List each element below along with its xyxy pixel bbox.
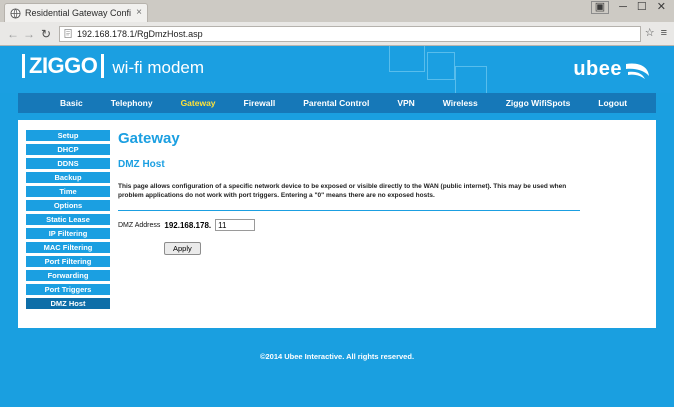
back-button[interactable]: ← xyxy=(7,26,19,41)
toolbar-right-icons xyxy=(645,28,669,39)
reload-button[interactable]: ↻ xyxy=(40,26,52,41)
close-window-button[interactable]: ✕ xyxy=(656,1,666,13)
sidebar-item-setup[interactable]: Setup xyxy=(26,130,110,142)
tab-title: Residential Gateway Confi xyxy=(25,8,132,18)
url-text: 192.168.178.1/RgDmzHost.asp xyxy=(77,28,203,39)
nav-item-ziggo-wifispots[interactable]: Ziggo WifiSpots xyxy=(505,98,571,108)
minimize-button[interactable]: ─ xyxy=(619,1,627,13)
tab-close-icon[interactable]: × xyxy=(136,7,142,18)
page-viewport xyxy=(0,46,674,407)
sidebar-item-dhcp[interactable]: DHCP xyxy=(26,144,110,156)
window-controls xyxy=(591,1,672,14)
nav-item-logout[interactable]: Logout xyxy=(598,98,628,108)
page-footer: ©2014 Ubee Interactive. All rights reserved. xyxy=(259,352,415,361)
site-header xyxy=(0,46,674,93)
sidebar-item-dmz-host[interactable]: DMZ Host xyxy=(26,298,110,310)
dmz-address-input[interactable] xyxy=(215,219,255,231)
dmz-address-row xyxy=(118,219,638,231)
maximize-button[interactable]: ☐ xyxy=(636,1,647,13)
ziggo-tagline: wi-fi modem xyxy=(112,58,205,77)
content-panel xyxy=(18,120,656,328)
sidebar-item-options[interactable]: Options xyxy=(26,200,110,212)
browser-toolbar xyxy=(0,22,674,46)
nav-item-wireless[interactable]: Wireless xyxy=(442,98,478,108)
sidebar-item-ip-filtering[interactable]: IP Filtering xyxy=(26,228,110,240)
ubee-logo xyxy=(573,58,650,81)
browser-tab[interactable] xyxy=(4,3,148,22)
nav-item-basic[interactable]: Basic xyxy=(60,98,83,108)
user-badge-icon[interactable]: ▣ xyxy=(591,1,609,14)
sidebar-item-ddns[interactable]: DDNS xyxy=(26,158,110,170)
nav-item-firewall[interactable]: Firewall xyxy=(243,98,276,108)
apply-row xyxy=(118,238,638,256)
ubee-swoosh-icon xyxy=(624,60,650,80)
sidebar xyxy=(18,120,114,328)
main-nav xyxy=(18,93,656,113)
ubee-wordmark: ubee xyxy=(573,58,622,80)
page-description: This page allows configuration of a specific network device to be exposed or visible directly to the WAN (public internet). This may be used when problem applications do not work with port triggers. Entering a "0" means there are no exposed hosts. xyxy=(118,183,567,199)
ziggo-wordmark: ZIGGO xyxy=(22,54,104,78)
main-content xyxy=(114,120,656,328)
nav-item-gateway[interactable]: Gateway xyxy=(180,98,216,108)
nav-item-parental-control[interactable]: Parental Control xyxy=(303,98,370,108)
sidebar-item-port-triggers[interactable]: Port Triggers xyxy=(26,284,110,296)
header-decoration xyxy=(389,46,509,93)
page-icon xyxy=(64,29,73,38)
address-bar[interactable] xyxy=(59,26,641,42)
globe-icon xyxy=(10,8,21,19)
sidebar-item-time[interactable]: Time xyxy=(26,186,110,198)
ziggo-logo xyxy=(22,54,204,78)
forward-button[interactable]: → xyxy=(23,26,35,41)
browser-titlebar xyxy=(0,0,674,22)
page-title: Gateway xyxy=(118,130,180,147)
sidebar-item-port-filtering[interactable]: Port Filtering xyxy=(26,256,110,268)
sidebar-item-backup[interactable]: Backup xyxy=(26,172,110,184)
sidebar-item-static-lease[interactable]: Static Lease xyxy=(26,214,110,226)
section-title: DMZ Host xyxy=(118,159,165,170)
dmz-address-prefix: 192.168.178. xyxy=(164,220,212,230)
sidebar-item-forwarding[interactable]: Forwarding xyxy=(26,270,110,282)
bookmark-icon[interactable]: ☆ xyxy=(644,27,655,39)
nav-item-vpn[interactable]: VPN xyxy=(397,98,415,108)
dmz-address-label: DMZ Address xyxy=(118,221,161,229)
sidebar-item-mac-filtering[interactable]: MAC Filtering xyxy=(26,242,110,254)
nav-item-telephony[interactable]: Telephony xyxy=(110,98,153,108)
apply-button[interactable]: Apply xyxy=(164,242,201,255)
menu-icon[interactable]: ≡ xyxy=(660,27,667,39)
divider xyxy=(118,210,580,211)
